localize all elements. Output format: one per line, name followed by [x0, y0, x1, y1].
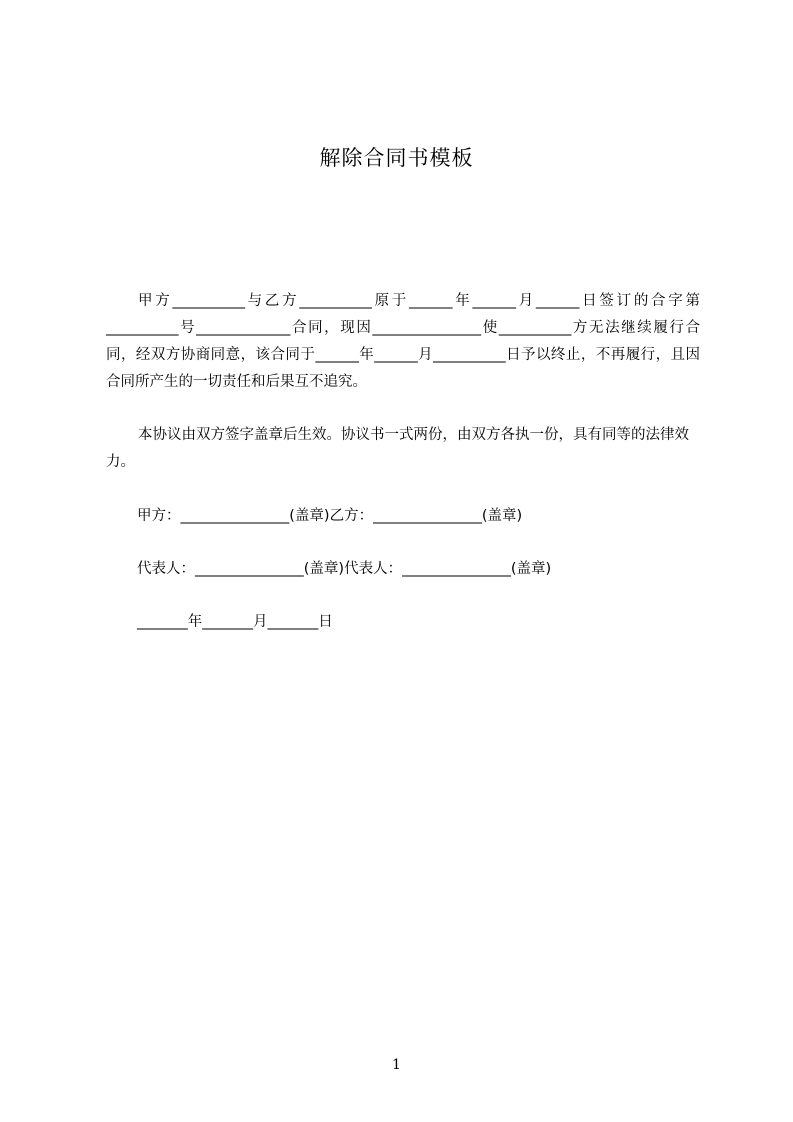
termination-clause-paragraph: 甲方__________与乙方__________原于______年______月______日签订的合字第__________号_____________合同，现因_______________使__________方无法继续履行合同，经双方协商同意，该合同于______年______月__________日予以终止，不再履行，且因合同所产生的一切责任和后果互不追究。: [106, 293, 700, 390]
representative-signature-line: 代表人：_______________(盖章)代表人：_______________(盖章): [137, 561, 552, 577]
effectiveness-clause-paragraph: 本协议由双方签字盖章后生效。协议书一式两份，由双方各执一份，具有同等的法律效力。: [106, 427, 689, 470]
page-number: 1: [392, 1057, 401, 1073]
party-signature-line: 甲方：_______________(盖章)乙方：_______________(盖章): [137, 508, 523, 524]
document-title: 解除合同书模板: [319, 146, 474, 170]
date-line: _______年_______月_______日: [137, 614, 333, 630]
